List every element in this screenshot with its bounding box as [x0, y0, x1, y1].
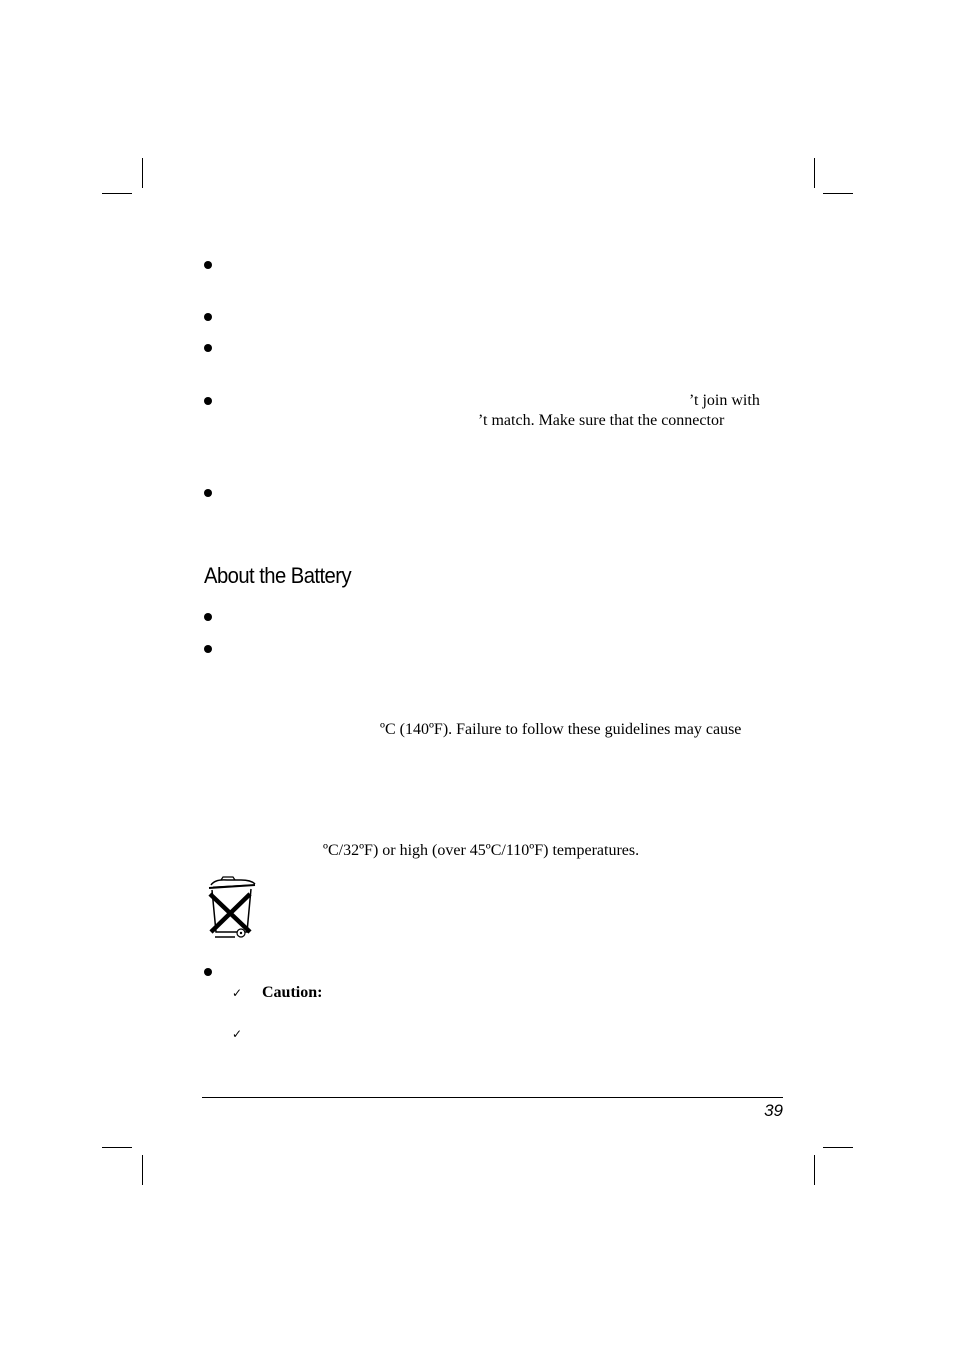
footer-rule: [202, 1097, 783, 1098]
text-fragment-match-connector: ’t match. Make sure that the connector: [478, 412, 725, 429]
checkmark-icon: ✓: [232, 1027, 243, 1041]
crop-mark-bottom-right-h: [823, 1147, 853, 1148]
crop-mark-bottom-left-v: [142, 1155, 143, 1185]
bullet-dot: [204, 261, 212, 269]
checkmark-icon: ✓: [232, 986, 243, 1000]
bullet-dot: [204, 613, 212, 621]
bullet-dot: [204, 313, 212, 321]
crossed-out-wheelie-bin-icon: [205, 876, 259, 940]
bullet-dot: [204, 489, 212, 497]
caution-label: Caution:: [262, 984, 323, 1001]
bullet-dot: [204, 968, 212, 976]
bullet-dot: [204, 397, 212, 405]
crop-mark-bottom-left-h: [102, 1147, 132, 1148]
page-number: 39: [764, 1101, 783, 1120]
crop-mark-top-left-h: [102, 193, 132, 194]
crop-mark-top-left-v: [142, 158, 143, 188]
text-fragment-temp-140: ºC (140ºF). Failure to follow these guidelines may cause: [380, 721, 742, 738]
bullet-dot: [204, 645, 212, 653]
crop-mark-top-right-h: [823, 193, 853, 194]
text-fragment-join-with: ’t join with: [689, 392, 760, 409]
text-fragment-temp-range: ºC/32ºF) or high (over 45ºC/110ºF) temperatures.: [323, 842, 640, 859]
section-heading: About the Battery: [204, 563, 352, 588]
crop-mark-bottom-right-v: [814, 1155, 815, 1185]
bullet-dot: [204, 344, 212, 352]
crop-mark-top-right-v: [814, 158, 815, 188]
